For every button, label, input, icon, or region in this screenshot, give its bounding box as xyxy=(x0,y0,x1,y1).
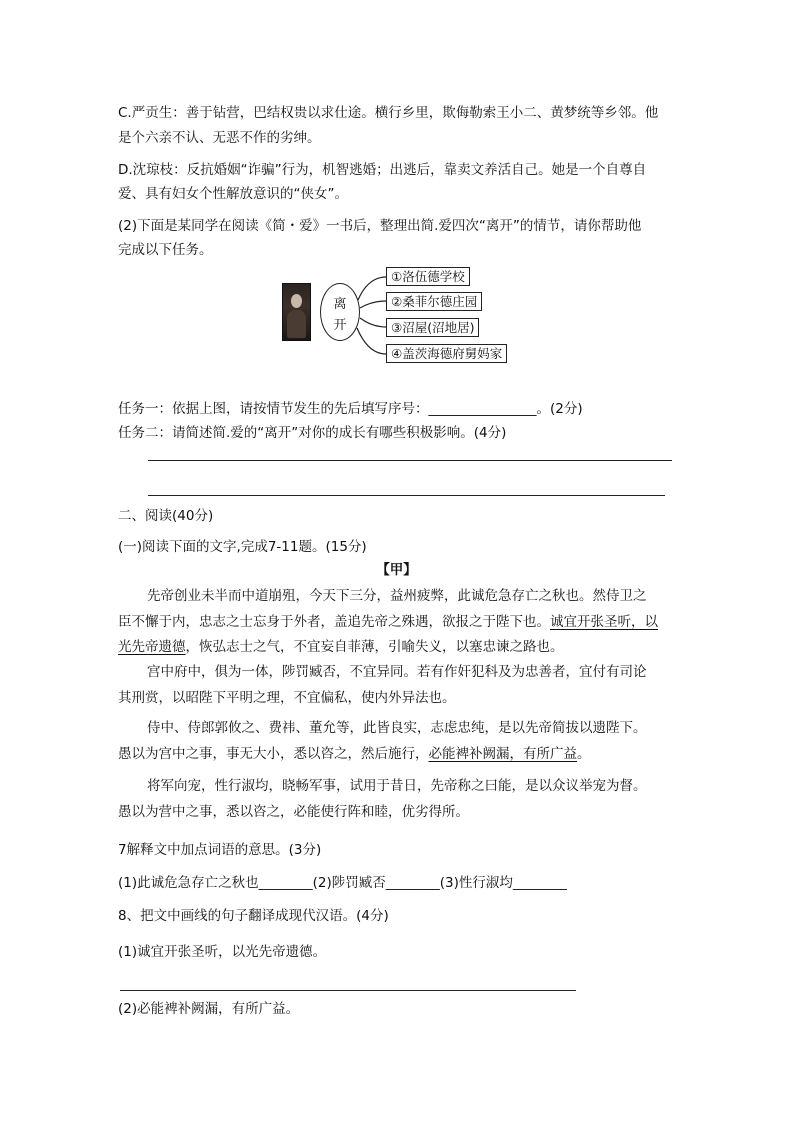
p1-line3-text: ，恢弘志士之气，不宜妄自菲薄，引喻失义，以塞忠谏之路也。 xyxy=(185,639,564,655)
diagram-item-1: ①洛伍德学校 xyxy=(386,267,470,286)
option-d-line1: D.沈琼枝：反抗婚姻“诈骗”行为，机智逃婚；出逃后，靠卖文养活自己。她是一个自尊自 xyxy=(118,162,647,178)
answer-line-2 xyxy=(148,495,665,496)
p1-line2-text: 臣不懈于内，忠志之士忘身于外者，盖追先帝之殊遇，欲报之于陛下也。 xyxy=(118,614,550,630)
p3-line2 xyxy=(118,744,591,764)
option-c-line2: 是个六亲不认、无恶不作的劣绅。 xyxy=(118,130,321,146)
diagram-item-3: ③沼屋(沼地居) xyxy=(386,318,479,337)
diagram-item-4: ④盖茨海德府舅妈家 xyxy=(386,344,507,363)
question-2-intro: (2)下面是某同学在阅读《简・爱》一书后，整理出简.爱四次“离开”的情节，请你帮助他 xyxy=(118,218,642,234)
p3-line1: 侍中、侍郎郭攸之、费祎、董允等，此皆良实，志虑忠纯，是以先帝简拔以遗陛下。 xyxy=(147,720,647,736)
task-1: 任务一：依据上图，请按情节发生的先后填写序号：________________。(2分) xyxy=(118,401,583,417)
center-label-bottom: 开 xyxy=(333,318,347,333)
p1-line1: 先帝创业未半而中道崩殂，今天下三分，益州疲弊，此诚危急存亡之秋也。然侍卫之 xyxy=(147,588,647,604)
reading-sub-heading: (一)阅读下面的文字,完成7-11题。(15分) xyxy=(118,539,367,555)
question-2-intro-2: 完成以下任务。 xyxy=(118,242,213,258)
p1-line2 xyxy=(118,612,658,632)
question-8-item-1: (1)诚宜开张圣听，以光先帝遗德。 xyxy=(118,944,327,960)
underlined-sentence-1a: 诚宜开张圣听，以 xyxy=(550,614,658,630)
question-8: 8、把文中画线的句子翻译成现代汉语。(4分) xyxy=(118,908,389,924)
center-label-top: 离 xyxy=(333,297,347,312)
p2-line1: 宫中府中，俱为一体，陟罚臧否，不宜异同。若有作奸犯科及为忠善者，宜付有司论 xyxy=(147,664,647,680)
question-8-item-2: (2)必能裨补阙漏，有所广益。 xyxy=(118,1001,300,1017)
task-2: 任务二：请简述简.爱的“离开”对你的成长有哪些积极影响。(4分) xyxy=(118,425,507,441)
p4-line2: 愚以为营中之事，悉以咨之，必能使行阵和睦，优劣得所。 xyxy=(118,804,469,820)
p1-line3 xyxy=(118,637,564,657)
question-7: 7解释文中加点词语的意思。(3分) xyxy=(118,842,322,858)
underlined-sentence-2: 必能裨补阙漏，有所广益 xyxy=(428,746,577,762)
answer-line-1 xyxy=(148,460,672,461)
option-c-line1: C.严贡生：善于钻营，巴结权贵以求仕途。横行乡里，欺侮勒索王小二、黄梦统等乡邻。他 xyxy=(118,105,659,121)
p3-line2-end: 。 xyxy=(577,746,591,762)
passage-title: 【甲】 xyxy=(376,562,417,578)
question-7-items: (1)此诚危急存亡之秋也________(2)陟罚臧否________(3)性行淑均________ xyxy=(118,875,567,891)
diagram-item-2: ②桑菲尔德庄园 xyxy=(386,292,482,311)
option-d-line2: 爱、具有妇女个性解放意识的“侠女”。 xyxy=(118,186,348,202)
answer-line-q8 xyxy=(120,990,576,991)
p3-line2-text: 愚以为宫中之事，事无大小，悉以咨之，然后施行， xyxy=(118,746,429,762)
section-2-heading: 二、阅读(40分) xyxy=(118,508,214,524)
underlined-sentence-1b: 光先帝遗德 xyxy=(118,639,186,655)
p2-line2: 其刑赏，以昭陛下平明之理，不宜偏私，使内外异法也。 xyxy=(118,690,456,706)
p4-line1: 将军向宠，性行淑均，晓畅军事，试用于昔日，先帝称之曰能，是以众议举宠为督。 xyxy=(147,778,647,794)
